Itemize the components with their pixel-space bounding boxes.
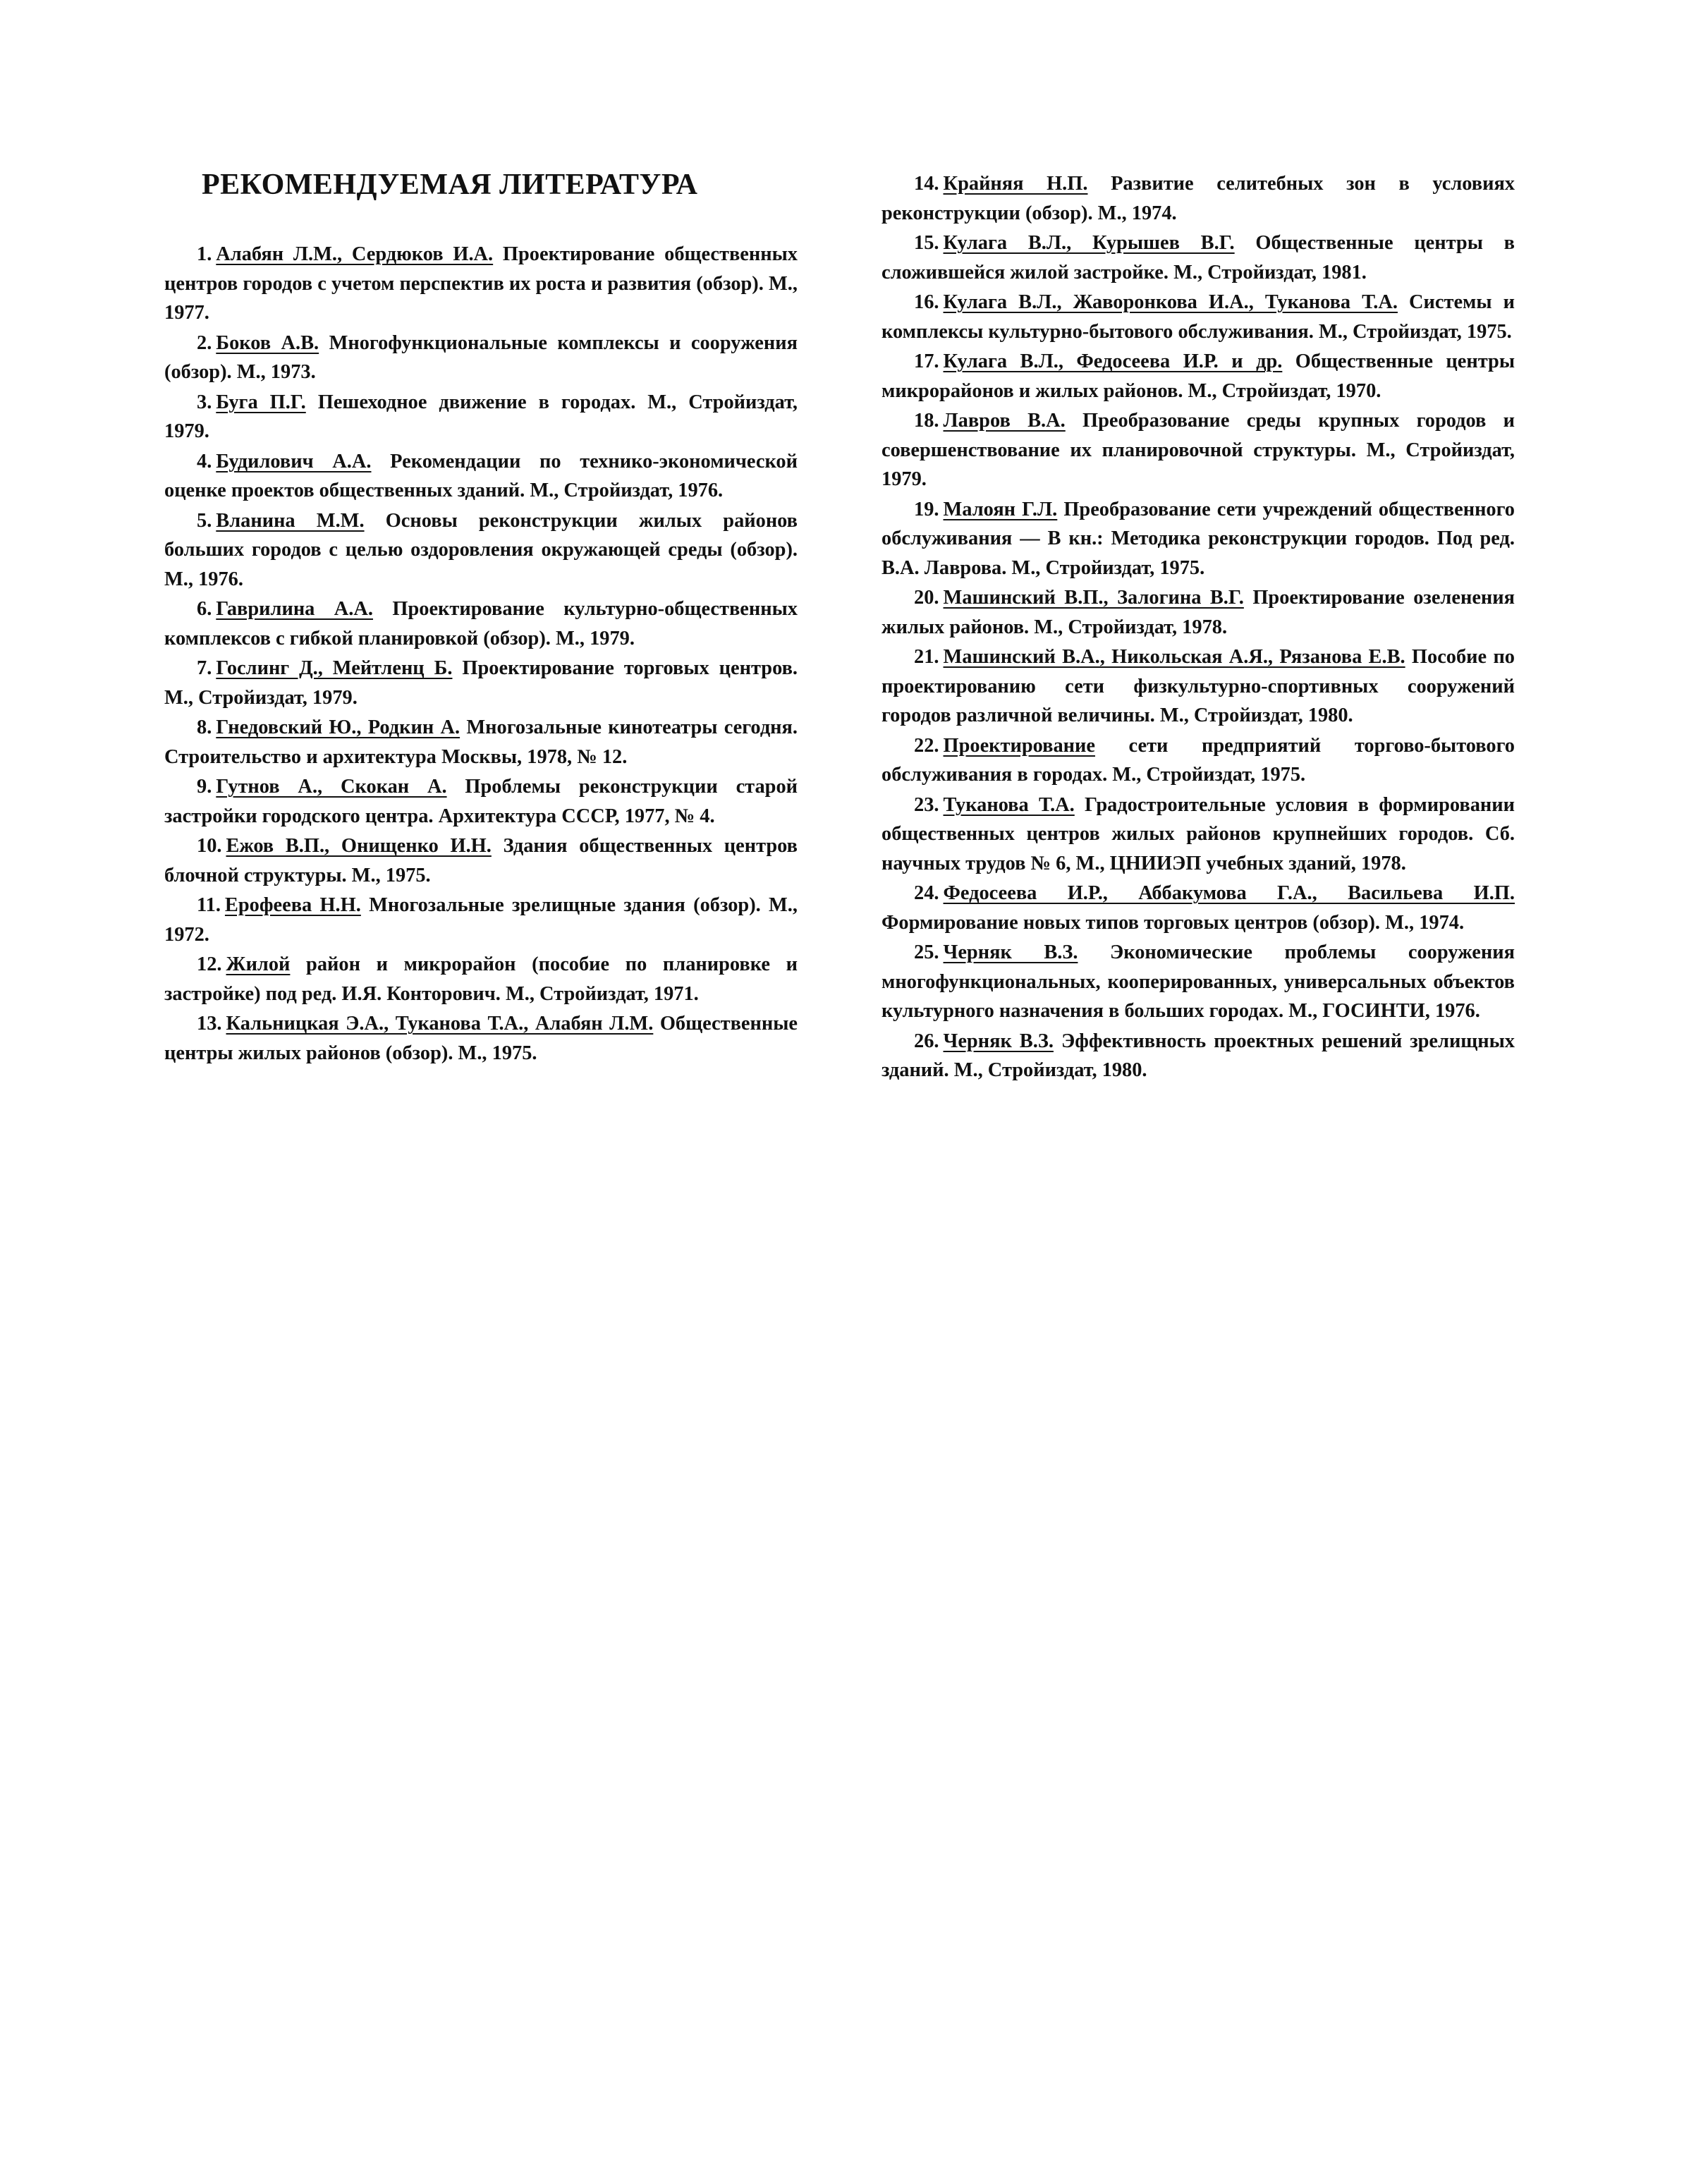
reference-entry xyxy=(882,169,1515,228)
reference-number: 16. xyxy=(914,291,939,313)
reference-authors: Машинский В.П., Залогина В.Г. xyxy=(943,587,1244,609)
reference-entry xyxy=(882,347,1515,405)
reference-text: район и микрорайон (пособие по планировке и застройке) под ред. И.Я. Конторович. М., Стройиздат, 1971. xyxy=(164,953,798,1005)
reference-text: Эффективность проектных решений зрелищных зданий. М., Стройиздат, 1980. xyxy=(882,1030,1515,1081)
reference-entry xyxy=(882,938,1515,1026)
reference-authors: Кулага В.Л., Жаворонкова И.А., Туканова Т.А. xyxy=(943,291,1398,313)
reference-text: Основы реконструкции жилых районов больших городов с целью оздоровления окружающей среды (обзор). М., 1976. xyxy=(164,509,798,590)
reference-text: Пособие по проектированию сети физкультурно-спортивных сооружений городов различной величины. М., Стройиздат, 1980. xyxy=(882,646,1515,726)
reference-text: Проектирование культурно-общественных комплексов с гибкой планировкой (обзор). М., 1979. xyxy=(164,598,798,650)
reference-entry xyxy=(164,506,798,594)
reference-text: Рекомендации по технико-экономической оценке проектов общественных зданий. М., Стройиздат, 1976. xyxy=(164,450,798,501)
reference-number: 19. xyxy=(914,498,939,520)
reference-authors: Машинский В.А., Никольская А.Я., Рязанова Е.В. xyxy=(943,646,1405,668)
reference-entry xyxy=(164,831,798,890)
reference-text: Общественные центры микрорайонов и жилых районов. М., Стройиздат, 1970. xyxy=(882,350,1515,402)
reference-authors: Лавров В.А. xyxy=(943,410,1066,432)
reference-entry xyxy=(882,791,1515,879)
reference-authors: Проектирование xyxy=(943,734,1095,757)
reference-authors: Федосеева И.Р., Аббакумова Г.А., Васильева И.П. xyxy=(943,882,1515,904)
reference-entry xyxy=(882,642,1515,731)
reference-entry xyxy=(164,772,798,831)
reference-number: 20. xyxy=(914,587,939,609)
reference-text: Многозальные зрелищные здания (обзор). М., 1972. xyxy=(164,894,798,946)
reference-number: 15. xyxy=(914,232,939,254)
reference-number: 26. xyxy=(914,1030,939,1052)
reference-entry xyxy=(164,240,798,328)
reference-text: Экономические проблемы сооружения многофункциональных, кооперированных, универсальных объектов культурного назначения в больших городах. М., ГОСИНТИ, 1976. xyxy=(882,941,1515,1022)
reference-number: 13. xyxy=(197,1013,222,1035)
reference-text: Системы и комплексы культурно-бытового обслуживания. М., Стройиздат, 1975. xyxy=(882,291,1515,343)
reference-number: 2. xyxy=(197,331,212,354)
reference-authors: Жилой xyxy=(226,953,291,975)
reference-number: 4. xyxy=(197,450,212,472)
page-title: РЕКОМЕНДУЕМАЯ ЛИТЕРАТУРА xyxy=(202,169,698,201)
reference-number: 7. xyxy=(197,657,212,679)
reference-entry xyxy=(164,388,798,446)
reference-text: Преобразование сети учреждений общественного обслуживания — В кн.: Методика реконструкции городов. Под ред. В.А. Лаврова. М., Стройиздат, 1975. xyxy=(882,498,1515,579)
reference-number: 12. xyxy=(197,953,222,975)
reference-authors: Кальницкая Э.А., Туканова Т.А., Алабян Л.М. xyxy=(226,1013,654,1035)
reference-authors: Туканова Т.А. xyxy=(943,793,1075,816)
reference-number: 9. xyxy=(197,776,212,798)
right-column xyxy=(882,169,1515,1086)
reference-number: 5. xyxy=(197,509,212,532)
reference-entry xyxy=(882,583,1515,642)
reference-entry xyxy=(882,731,1515,790)
reference-number: 18. xyxy=(914,410,939,432)
reference-text: Общественные центры жилых районов (обзор). М., 1975. xyxy=(164,1013,798,1064)
reference-number: 14. xyxy=(914,173,939,195)
reference-text: Пешеходное движение в городах. М., Стройиздат, 1979. xyxy=(164,391,798,442)
reference-entry xyxy=(164,654,798,712)
reference-number: 6. xyxy=(197,598,212,620)
reference-entry xyxy=(882,495,1515,583)
reference-authors: Кулага В.Л., Федосеева И.Р. и др. xyxy=(943,350,1283,372)
reference-number: 23. xyxy=(914,793,939,816)
reference-authors: Боков А.В. xyxy=(216,331,319,354)
reference-text: Развитие селитебных зон в условиях реконструкции (обзор). М., 1974. xyxy=(882,173,1515,224)
reference-authors: Алабян Л.М., Сердюков И.А. xyxy=(216,243,494,265)
reference-text: Формирование новых типов торговых центров (обзор). М., 1974. xyxy=(882,911,1465,934)
reference-authors: Гослинг Д., Мейтленц Б. xyxy=(216,657,453,679)
reference-text: Общественные центры в сложившейся жилой застройке. М., Стройиздат, 1981. xyxy=(882,232,1515,283)
reference-text: Градостроительные условия в формировании общественных центров жилых районов крупнейших городов. Сб. научных трудов № 6, М., ЦНИИЭП учебных зданий, 1978. xyxy=(882,793,1515,874)
reference-entry xyxy=(164,950,798,1008)
reference-text: Преобразование среды крупных городов и совершенствование их планировочной структуры. М., Стройиздат, 1979. xyxy=(882,410,1515,490)
reference-text: Проектирование общественных центров городов с учетом перспектив их роста и развития (обзор). М., 1977. xyxy=(164,243,798,324)
reference-number: 24. xyxy=(914,882,939,904)
reference-text: Многофункциональные комплексы и сооружения (обзор). М., 1973. xyxy=(164,331,798,383)
reference-authors: Вланина М.М. xyxy=(216,509,365,532)
reference-number: 11. xyxy=(197,894,221,916)
reference-text: сети предприятий торгово-бытового обслуживания в городах. М., Стройиздат, 1975. xyxy=(882,734,1515,786)
reference-number: 21. xyxy=(914,646,939,668)
reference-authors: Крайняя Н.П. xyxy=(943,173,1088,195)
reference-entry xyxy=(882,1027,1515,1085)
reference-number: 1. xyxy=(197,243,212,265)
reference-text: Проблемы реконструкции старой застройки городского центра. Архитектура СССР, 1977, № 4. xyxy=(164,776,798,827)
reference-entry xyxy=(164,713,798,772)
reference-entry xyxy=(882,288,1515,346)
reference-authors: Кулага В.Л., Курышев В.Г. xyxy=(943,232,1235,254)
reference-number: 22. xyxy=(914,734,939,757)
reference-authors: Гаврилина А.А. xyxy=(216,598,373,620)
reference-entry xyxy=(164,594,798,653)
reference-number: 10. xyxy=(197,835,222,857)
reference-authors: Гутнов А., Скокан А. xyxy=(216,776,447,798)
reference-number: 8. xyxy=(197,716,212,738)
reference-entry xyxy=(164,447,798,506)
reference-number: 25. xyxy=(914,941,939,963)
reference-entry xyxy=(882,879,1515,937)
reference-authors: Ерофеева Н.Н. xyxy=(224,894,361,916)
left-column xyxy=(164,240,798,1068)
reference-entry xyxy=(164,329,798,387)
reference-authors: Черняк В.З. xyxy=(943,1030,1054,1052)
reference-entry xyxy=(882,228,1515,287)
reference-entry xyxy=(164,891,798,949)
reference-text: Проектирование торговых центров. М., Стройиздат, 1979. xyxy=(164,657,798,709)
reference-entry xyxy=(882,406,1515,494)
reference-authors: Будилович А.А. xyxy=(216,450,372,472)
reference-authors: Гнедовский Ю., Родкин А. xyxy=(216,716,460,738)
reference-number: 17. xyxy=(914,350,939,372)
reference-number: 3. xyxy=(197,391,212,413)
reference-authors: Малоян Г.Л. xyxy=(943,498,1058,520)
reference-text: Здания общественных центров блочной структуры. М., 1975. xyxy=(164,835,798,886)
reference-authors: Черняк В.З. xyxy=(943,941,1078,963)
reference-authors: Ежов В.П., Онищенко И.Н. xyxy=(226,835,492,857)
reference-authors: Буга П.Г. xyxy=(216,391,306,413)
reference-entry xyxy=(164,1009,798,1068)
reference-text: Многозальные кинотеатры сегодня. Строительство и архитектура Москвы, 1978, № 12. xyxy=(164,716,798,768)
reference-text: Проектирование озеленения жилых районов. М., Стройиздат, 1978. xyxy=(882,587,1515,638)
